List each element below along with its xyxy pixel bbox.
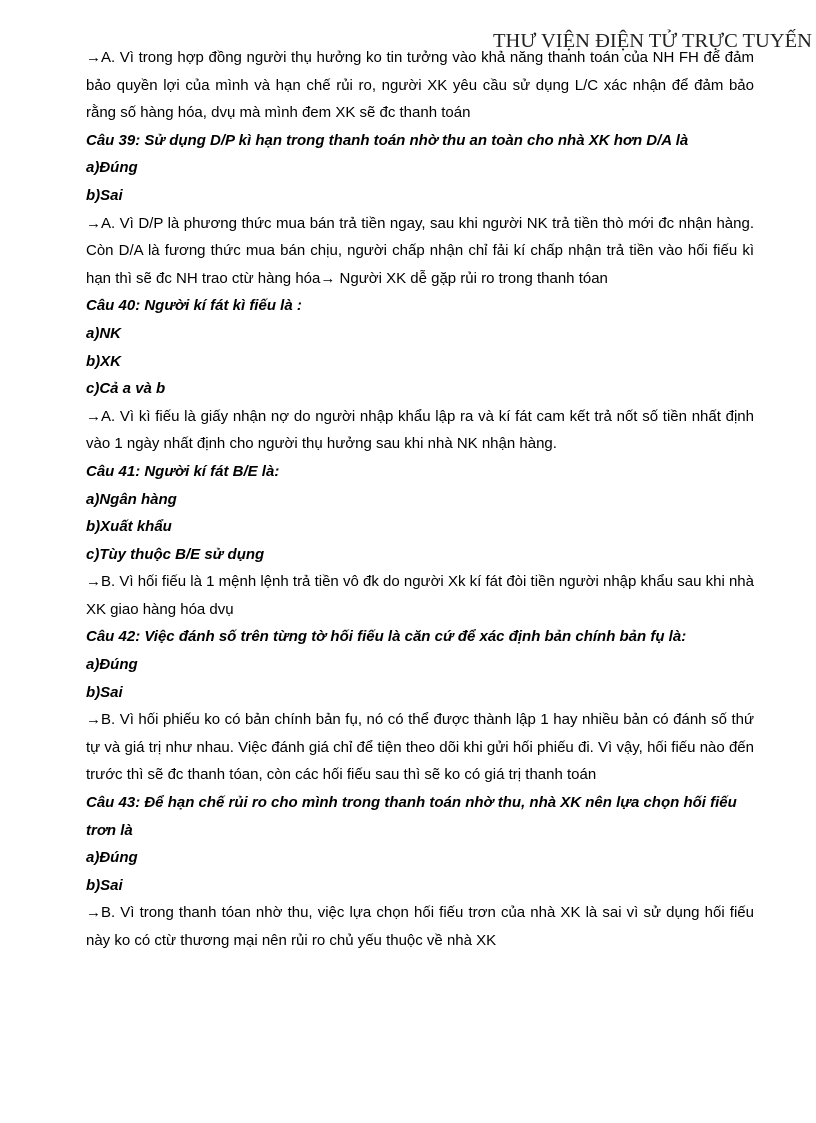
answer-39: →A. Vì D/P là phương thức mua bán trả tiền ngay, sau khi người NK trả tiền thò mới đc nhận hàng. Còn D/A là fương thức mua bán chịu, người chấp nhận chỉ fải kí chấp nhận trả tiền vào hối fiếu kì hạn thì sẽ đc NH trao ctừ hàng hóa→ Người XK dễ gặp rủi ro trong thanh tóan (86, 214, 754, 287)
option-40-a: a)NK (86, 324, 122, 342)
option-42-a: a)Đúng (86, 656, 138, 674)
question-block-42 (86, 623, 754, 789)
header-watermark: THƯ VIỆN ĐIỆN TỬ TRỰC TUYẾN (493, 30, 812, 52)
question-41: Câu 41: Người kí fát B/E là: (86, 462, 280, 480)
question-39: Câu 39: Sử dụng D/P kì hạn trong thanh toán nhờ thu an toàn cho nhà XK hơn D/A là (86, 131, 689, 149)
answer-41: →B. Vì hối fiếu là 1 mệnh lệnh trả tiền vô đk do người Xk kí fát đòi tiền người nhập khẩu sau khi nhà XK giao hàng hóa dvụ (86, 573, 754, 618)
option-42-b: b)Sai (86, 683, 123, 701)
option-43-a: a)Đúng (86, 849, 138, 867)
answer-42: →B. Vì hối phiếu ko có bản chính bản fụ, nó có thể được thành lập 1 hay nhiều bản có đánh số thứ tự và giá trị như nhau. Việc đánh giá chỉ để tiện theo dõi khi gửi hối phiếu đi. Vì vậy, hối fiếu nào đến trước thì sẽ đc thanh tóan, còn các hối fiếu sau thì sẽ ko có giá trị thanh toán (86, 711, 754, 784)
option-39-a: a)Đúng (86, 159, 138, 177)
question-block-39 (86, 127, 754, 293)
answer-40: →A. Vì kì fiếu là giấy nhận nợ do người nhập khẩu lập ra và kí fát cam kết trả nốt số tiền nhất định vào 1 ngày nhất định cho người thụ hưởng sau khi nhà NK nhận hàng. (86, 407, 754, 453)
question-block-40 (86, 292, 754, 458)
option-40-b: b)XK (86, 352, 121, 370)
option-41-b: b)Xuất khẩu (86, 518, 172, 536)
option-41-a: a)Ngân hàng (86, 490, 177, 508)
document-body (86, 44, 754, 955)
question-block-43 (86, 789, 754, 955)
answer-43: →B. Vì trong thanh tóan nhờ thu, việc lựa chọn hối fiếu trơn của nhà XK là sai vì sử dụng hối fiếu này ko có ctừ thương mại nên rủi ro chủ yếu thuộc về nhà XK (86, 904, 754, 949)
answer-block-38 (86, 44, 754, 127)
option-41-c: c)Tùy thuộc B/E sử dụng (86, 545, 265, 563)
question-43: Câu 43: Để hạn chế rủi ro cho mình trong thanh toán nhờ thu, nhà XK nên lựa chọn hối fiếu trơn là (86, 794, 737, 839)
question-42: Câu 42: Việc đánh số trên từng tờ hối fiếu là căn cứ để xác định bản chính bản fụ là: (86, 628, 687, 646)
option-39-b: b)Sai (86, 186, 123, 204)
question-block-41 (86, 458, 754, 624)
option-43-b: b)Sai (86, 876, 123, 894)
answer-38: →A. Vì trong hợp đồng người thụ hưởng ko tin tưởng vào khả năng thanh toán của NH FH để đảm bảo quyền lợi của mình và hạn chế rủi ro, người XK yêu cầu sử dụng L/C xác nhận để đảm bảo rằng số hàng hóa, dvụ mà mình đem XK sẽ đc thanh toán (86, 49, 754, 122)
option-40-c: c)Cả a và b (86, 380, 166, 398)
question-40: Câu 40: Người kí fát kì fiếu là : (86, 297, 302, 315)
